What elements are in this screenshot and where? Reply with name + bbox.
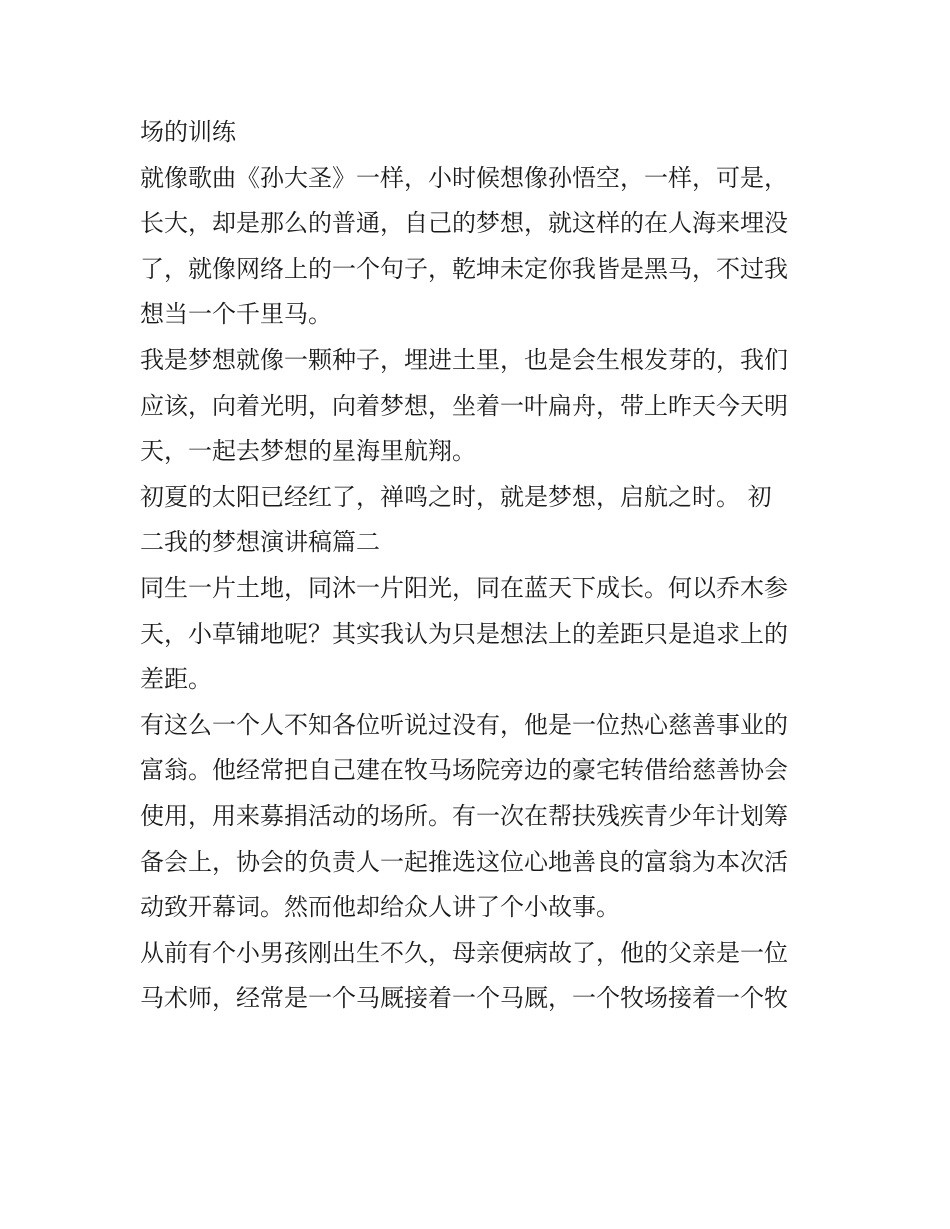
text-line: 有这么一个人不知各位听说过没有，他是一位热心慈善事业的 — [140, 710, 788, 739]
text-line: 天，小草铺地呢？其实我认为只是想法上的差距只是追求上的 — [140, 619, 788, 648]
text-line: 应该，向着光明，向着梦想，坐着一叶扁舟，带上昨天今天明 — [140, 391, 788, 420]
text-line: 想当一个千里马。 — [140, 300, 332, 329]
text-line: 我是梦想就像一颗种子，埋进土里，也是会生根发芽的，我们 — [140, 345, 788, 374]
text-line: 同生一片土地，同沐一片阳光，同在蓝天下成长。何以乔木参 — [140, 573, 788, 602]
text-line: 场的训练 — [140, 118, 236, 146]
text-line: 初夏的太阳已经红了，禅鸣之时，就是梦想，启航之时。 初 — [140, 482, 772, 511]
text-line: 使用，用来募捐活动的场所。有一次在帮扶残疾青少年计划筹 — [140, 801, 788, 830]
text-line: 就像歌曲《孙大圣》一样，小时候想像孙悟空，一样，可是， — [140, 163, 788, 192]
text-line: 从前有个小男孩刚出生不久，母亲便病故了，他的父亲是一位 — [140, 938, 788, 967]
text-line: 备会上，协会的负责人一起推选这位心地善良的富翁为本次活 — [140, 847, 788, 876]
text-line: 天，一起去梦想的星海里航翔。 — [140, 437, 476, 466]
text-line: 动致开幕词。然而他却给众人讲了个小故事。 — [140, 893, 620, 922]
text-line: 二我的梦想演讲稿篇二 — [140, 528, 380, 557]
text-line: 长大，却是那么的普通，自己的梦想，就这样的在人海来埋没 — [140, 209, 788, 238]
text-line: 差距。 — [140, 665, 212, 694]
text-line: 富翁。他经常把自己建在牧马场院旁边的豪宅转借给慈善协会 — [140, 756, 788, 785]
text-line: 马术师，经常是一个马厩接着一个马厩，一个牧场接着一个牧 — [140, 984, 788, 1013]
text-line: 了，就像网络上的一个句子，乾坤未定你我皆是黑马，不过我 — [140, 254, 788, 283]
body-text — [140, 110, 820, 1022]
